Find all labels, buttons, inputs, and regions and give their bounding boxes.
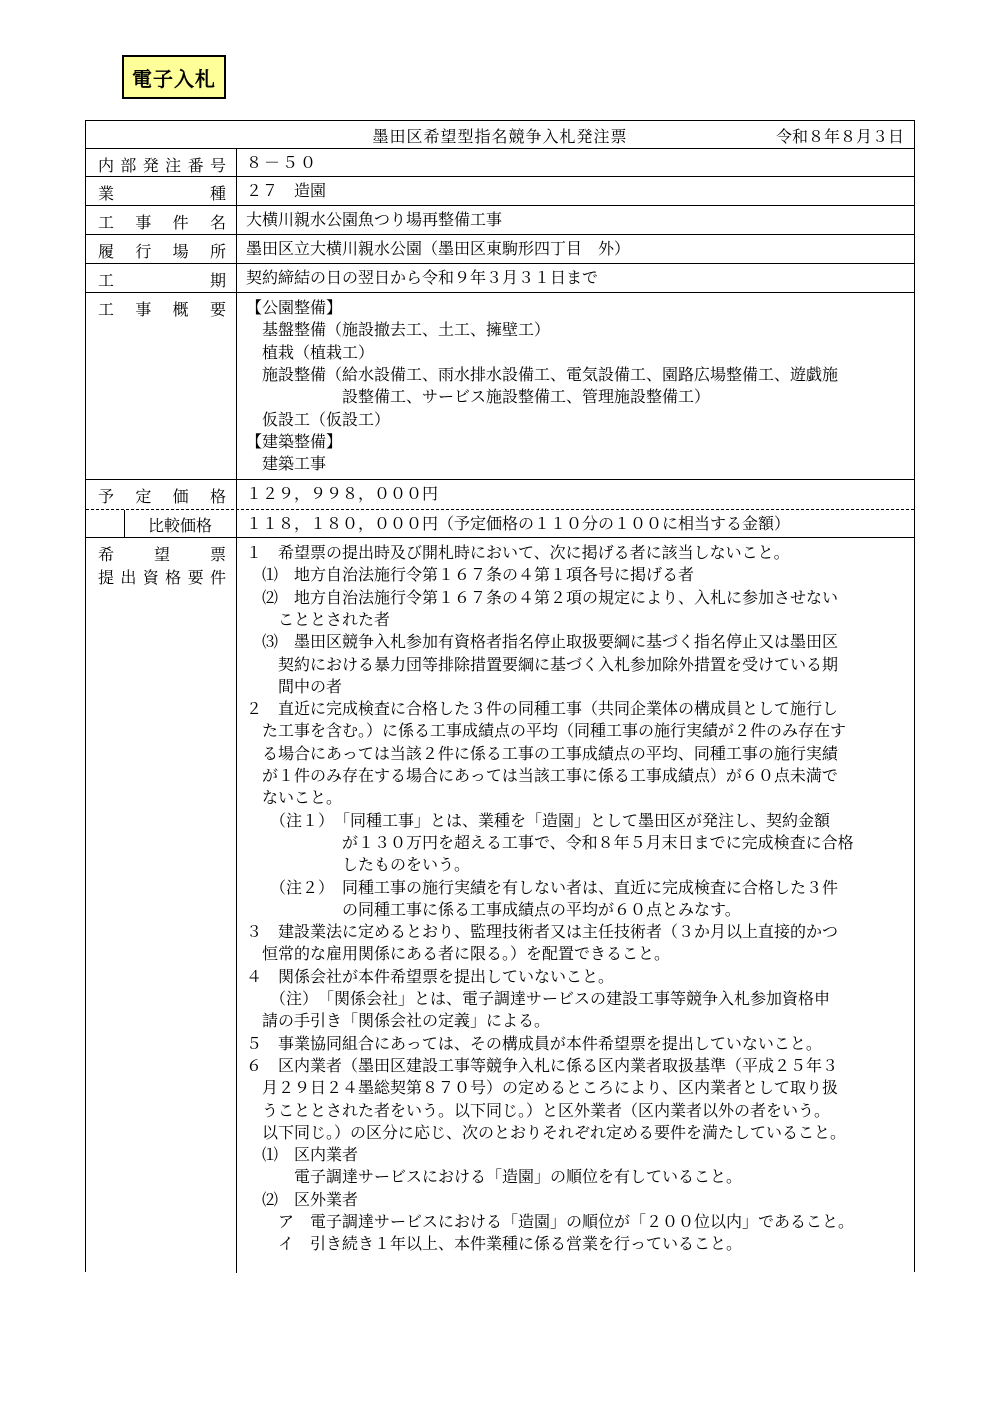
issue-date: 令和８年８月３日 — [775, 127, 904, 146]
label-char: 号 — [209, 156, 226, 175]
outline-line: 仮設工（仮設工） — [246, 409, 391, 429]
label-char: 提 — [98, 568, 115, 587]
label-char: 期 — [209, 271, 226, 290]
row-planned-price — [86, 480, 914, 510]
requirement-line: ⑶ 墨田区競争入札参加有資格者指名停止取扱要綱に基づく指名停止又は墨田区 — [246, 632, 839, 652]
sheet-title: 墨田区希望型指名競争入札発注票 — [372, 127, 628, 146]
requirement-line: 請の手引き「関係会社の定義」による。 — [246, 1011, 551, 1031]
value-order-no: ８－５０ — [246, 153, 319, 172]
label-planned-price — [86, 480, 237, 509]
requirement-line: ア 電子調達サービスにおける「造園」の順位が「２００位以内」であること。 — [246, 1212, 855, 1231]
label-char: 予 — [98, 487, 115, 506]
value-category: ２７ 造園 — [246, 181, 327, 200]
label-char: 行 — [135, 242, 152, 261]
label-char: 定 — [135, 487, 152, 506]
row-period — [86, 264, 914, 293]
label-char: 所 — [209, 242, 226, 261]
requirement-line: こととされた者 — [246, 609, 391, 629]
value-period: 契約締結の日の翌日から令和９年３月３１日まで — [246, 268, 599, 287]
table-title-row — [86, 121, 914, 149]
outline-line: 【建築整備】 — [246, 431, 343, 451]
row-location — [86, 235, 914, 264]
outline-line: 建築工事 — [246, 454, 327, 474]
requirement-line: が１件のみ存在する場合にあっては当該工事に係る工事成績点）が６０点未満で — [246, 766, 838, 785]
label-order-no — [86, 149, 237, 176]
label-char: 格 — [165, 568, 182, 587]
requirement-line: ３ 建設業法に定めるとおり、監理技術者又は主任技術者（３か月以上直接的かつ — [246, 922, 839, 942]
label-char: 望 — [153, 545, 170, 564]
requirement-line: ⑵ 地方自治法施行令第１６７条の４第２項の規定により、入札に参加させない — [246, 587, 839, 607]
requirement-line: ⑴ 地方自治法施行令第１６７条の４第１項各号に掲げる者 — [246, 565, 695, 585]
label-char: 事 — [135, 300, 152, 319]
label-char: 工 — [98, 300, 115, 319]
requirement-line: 以下同じ。）の区分に応じ、次のとおりそれぞれ定める要件を満たしていること。 — [246, 1122, 847, 1142]
requirement-line: １ 希望票の提出時及び開札時において、次に掲げる者に該当しないこと。 — [246, 543, 790, 562]
label-char: 格 — [209, 487, 226, 506]
label-project-name — [86, 206, 237, 234]
label-char: 資 — [142, 568, 159, 587]
outline-line: 施設整備（給水設備工、雨水排水設備工、電気設備工、園路広場整備工、遊戯施 — [246, 364, 839, 384]
label-char: 内 — [98, 156, 115, 175]
label-char: 場 — [172, 242, 189, 261]
label-compare-price: 比較価格 — [86, 510, 237, 537]
label-char: 希 — [98, 545, 115, 564]
label-char: 発 — [142, 156, 159, 175]
row-category — [86, 177, 914, 206]
label-char: 工 — [98, 271, 115, 290]
requirement-line: イ 引き続き１年以上、本件業種に係る営業を行っていること。 — [246, 1234, 743, 1254]
requirement-line: ６ 区内業者（墨田区建設工事等競争入札に係る区内業者取扱基準（平成２５年３ — [246, 1055, 839, 1075]
requirement-line: た工事を含む。）に係る工事成績点の平均（同種工事の施行実績が２件のみ存在す — [246, 721, 847, 741]
outline-line: 設整備工、サービス施設整備工、管理施設整備工） — [246, 387, 711, 407]
outline-line: 植栽（植栽工） — [246, 342, 375, 362]
requirement-line: 間中の者 — [246, 676, 343, 696]
row-outline — [86, 293, 914, 480]
label-requirements — [86, 538, 237, 1273]
label-char: 件 — [209, 568, 226, 587]
label-period — [86, 264, 237, 292]
requirement-line: ないこと。 — [246, 788, 343, 808]
label-char: 概 — [172, 300, 189, 319]
requirement-line: （注） 「関係会社」とは、電子調達サービスの建設工事等競争入札参加資格申 — [246, 989, 831, 1008]
electronic-bid-badge: 電子入札 — [122, 55, 226, 99]
requirement-line: （注２） 同種工事の施行実績を有しない者は、直近に完成検査に合格した３件 — [246, 877, 839, 897]
requirement-line: 契約における暴力団等排除措置要綱に基づく入札参加除外措置を受けている期 — [246, 654, 839, 674]
row-order-no — [86, 149, 914, 177]
requirement-line: したものをいう。 — [246, 855, 471, 875]
requirement-line: る場合にあっては当該２件に係る工事の工事成績点の平均、同種工事の施行実績 — [246, 743, 838, 763]
label-char: 要 — [187, 568, 204, 587]
row-project-name — [86, 206, 914, 235]
label-char: 番 — [187, 156, 204, 175]
outline-line: 基盤整備（施設撤去工、土工、擁壁工） — [246, 320, 551, 340]
label-char: 事 — [135, 213, 152, 232]
requirement-line: （注１） 「同種工事」とは、業種を「造園」として墨田区が発注し、契約金額 — [246, 810, 831, 830]
requirement-line: 電子調達サービスにおける「造園」の順位を有していること。 — [246, 1167, 743, 1187]
requirement-line: うこととされた者をいう。以下同じ。）と区外業者（区内業者以外の者をいう。 — [246, 1100, 831, 1120]
value-compare-price: １１８，１８０，０００円（予定価格の１１０分の１００に相当する金額） — [246, 514, 791, 533]
requirement-line: が１３０万円を超える工事で、令和８年５月末日までに完成検査に合格 — [246, 832, 854, 852]
outline-line: 【公園整備】 — [246, 298, 343, 317]
label-char: 要 — [209, 300, 226, 319]
requirement-line: 月２９日２４墨総契第８７０号）の定めるところにより、区内業者として取り扱 — [246, 1078, 839, 1098]
requirement-line: の同種工事に係る工事成績点の平均が６０点とみなす。 — [246, 899, 741, 919]
label-char: 出 — [120, 568, 137, 587]
label-char: 履 — [98, 242, 115, 261]
label-char: 価 — [172, 487, 189, 506]
requirement-line: 恒常的な雇用関係にある者に限る。）を配置できること。 — [246, 944, 671, 964]
row-compare-price — [86, 510, 914, 538]
requirement-line: ５ 事業協同組合にあっては、その構成員が本件希望票を提出していないこと。 — [246, 1033, 822, 1053]
label-char: 工 — [98, 213, 115, 232]
label-char: 件 — [172, 213, 189, 232]
requirement-line: ⑴ 区内業者 — [246, 1145, 359, 1165]
row-requirements — [86, 538, 914, 1273]
label-char: 部 — [120, 156, 137, 175]
label-location — [86, 235, 237, 263]
label-char: 名 — [209, 213, 226, 232]
value-planned-price: １２９，９９８，０００円 — [246, 484, 439, 503]
label-char: 業 — [98, 184, 115, 203]
value-location: 墨田区立大横川親水公園（墨田区東駒形四丁目 外） — [246, 239, 631, 258]
label-category — [86, 177, 237, 205]
label-char: 注 — [165, 156, 182, 175]
value-project-name: 大横川親水公園魚つり場再整備工事 — [246, 210, 503, 229]
requirement-line: ４ 関係会社が本件希望票を提出していないこと。 — [246, 966, 615, 986]
order-sheet-table — [85, 120, 915, 1272]
label-outline — [86, 293, 237, 479]
label-char: 種 — [209, 184, 226, 203]
label-char: 票 — [209, 545, 226, 564]
requirement-line: ⑵ 区外業者 — [246, 1189, 359, 1209]
requirement-line: ２ 直近に完成検査に合格した３件の同種工事（共同企業体の構成員として施行し — [246, 699, 839, 719]
